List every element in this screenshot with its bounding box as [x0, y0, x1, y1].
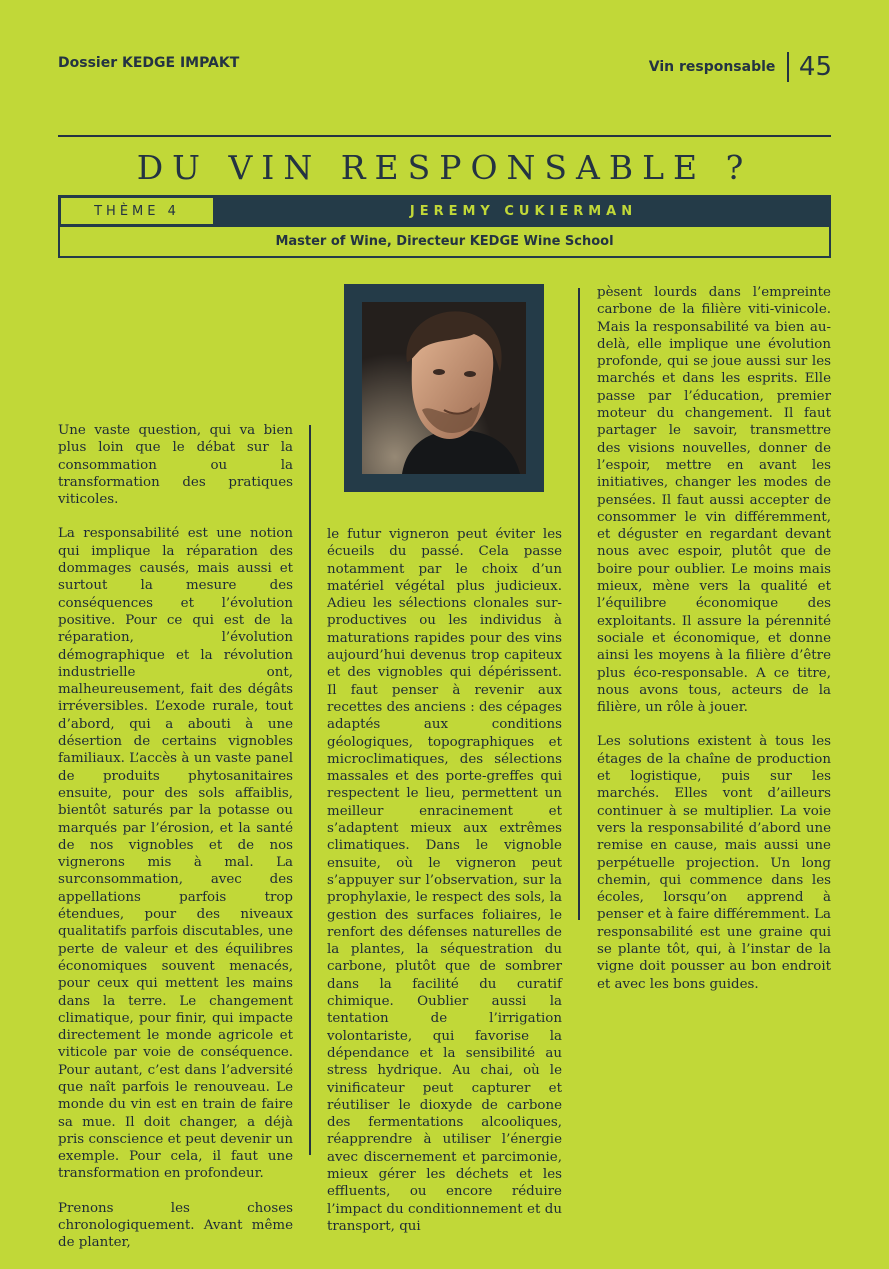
paragraph: le futur vigneron peut éviter les écueils du passé. Cela passe notamment par le choix d’un matériel végétal plus judicieux. Adieu les sélections clonales sur-productives ou les individus à maturations rapides pour des vins aujourd’hui devenus trop capiteux et des vignobles qui dépérissent. Il faut penser à revenir aux recettes des anciens : des cépages adaptés aux conditions géologiques, topographiques et microclimatiques, des sélections massales et des porte-greffes qui respectent le lieu, permettent un meilleur enracinement et s’adaptent mieux aux extrêmes climatiques. Dans le vignoble ensuite, où le vigneron peut s’appuyer sur l’observation, sur la prophylaxie, le respect des sols, la gestion des surfaces foliaires, le renfort des défenses naturelles de la plantes, la séquestration du carbone, plutôt que de sombrer dans la facilité du curatif chimique. Oublier aussi la tentation de l’irrigation volontariste, qui favorise la dépendance et la sensibilité au stress hydrique. Au chai, où le vinificateur peut capturer et réutiliser le dioxyde de carbone des fermentations alcooliques, réapprendre à utiliser l’énergie avec discernement et parcimonie, mieux gérer les déchets et les effluents, ou encore réduire l’impact du conditionnement et du transport, qui	[327, 527, 562, 1234]
page-number: 45	[798, 52, 832, 82]
author-bar	[58, 195, 831, 227]
paragraph: pèsent lourds dans l’empreinte carbone de la filière viti-vinicole. Mais la responsabilité va bien au-delà, elle implique une évolution profonde, qui se joue aussi sur les marchés et dans les esprits. Elle passe par l’éducation, premier moteur du changement. Il faut partager le savoir, transmettre des visions nouvelles, donner de l’espoir, mettre en avant les initiatives, changer les modes de pensées. Il faut aussi accepter de consommer le vin différemment, et déguster en regardant devant nous avec espoir, plutôt que de boire pour oublier. Le moins mais mieux, mène vers la qualité et l’équilibre économique des exploitants. Il assure la pérennité sociale et économique, et donne ainsi les moyens à la filière d’être plus éco-responsable. A ce titre, nous avons tous, acteurs de la filière, un rôle à jouer.	[597, 285, 831, 716]
magazine-header: Dossier KEDGE IMPAKT	[58, 55, 240, 71]
author-photo-frame	[344, 284, 544, 492]
header-divider	[787, 52, 789, 82]
paragraph: La responsabilité est une notion qui implique la réparation des dommages causés, mais aussi et surtout la mesure des conséquences et l’évolution positive. Pour ce qui est de la réparation, l’évolution démographique et la révolution industrielle ont, malheureusement, fait des dégâts irréversibles. L’exode rurale, tout d’abord, qui a abouti à une désertion de certains vignobles familiaux. L’accès à un vaste panel de produits phytosanitaires ensuite, pour des sols affaiblis, bientôt saturés par la potasse ou marqués par l’érosion, et la santé de nos vignobles et de nos vignerons mis à mal. La surconsommation, avec des appellations parfois trop étendues, pour des niveaux qualitatifs parfois discutables, une perte de valeur et des équilibres économiques souvent menacés, pour ceux qui mettent les mains dans la terre. Le changement climatique, pour finir, qui impacte directement le monde agricole et viticole par voie de conséquence. Pour autant, c’est dans l’adversité que naît parfois le renouveau. Le monde du vin est en train de faire sa mue. Il doit changer, a déjà pris conscience et peut devenir un exemple. Pour cela, il faut une transformation en profondeur.	[58, 526, 293, 1182]
theme-label: THÈME 4	[61, 198, 213, 224]
paragraph: Prenons les choses chronologiquement. Avant même de planter,	[58, 1200, 293, 1251]
article-column-3	[597, 284, 831, 1010]
article-column-2	[327, 526, 562, 1252]
title-rule	[58, 135, 831, 137]
column-divider-right	[578, 288, 580, 920]
page-header-right	[649, 52, 832, 82]
section-name: Vin responsable	[648, 59, 776, 75]
author-name: JEREMY CUKIERMAN	[409, 203, 638, 219]
article-title: DU VIN RESPONSABLE ?	[136, 148, 753, 187]
author-role: Master of Wine, Directeur KEDGE Wine School	[58, 227, 831, 258]
column-divider-left	[309, 425, 311, 1155]
author-photo	[362, 302, 526, 474]
paragraph: Les solutions existent à tous les étages de la chaîne de production et logistique, puis sur les marchés. Elles vont d’ailleurs continuer à se multiplier. La voie vers la responsabilité d’abord une remise en cause, mais aussi une perpétuelle projection. Un long chemin, qui commence dans les écoles, lorsqu’on apprend à penser et à faire différemment. La responsabilité est une graine qui se plante tôt, qui, à l’instar de la vigne doit pousser au bon endroit et avec les bons guides.	[597, 734, 831, 992]
article-column-1	[58, 422, 293, 1269]
paragraph: Une vaste question, qui va bien plus loin que le débat sur la consommation ou la transformation des pratiques viticoles.	[58, 423, 293, 508]
